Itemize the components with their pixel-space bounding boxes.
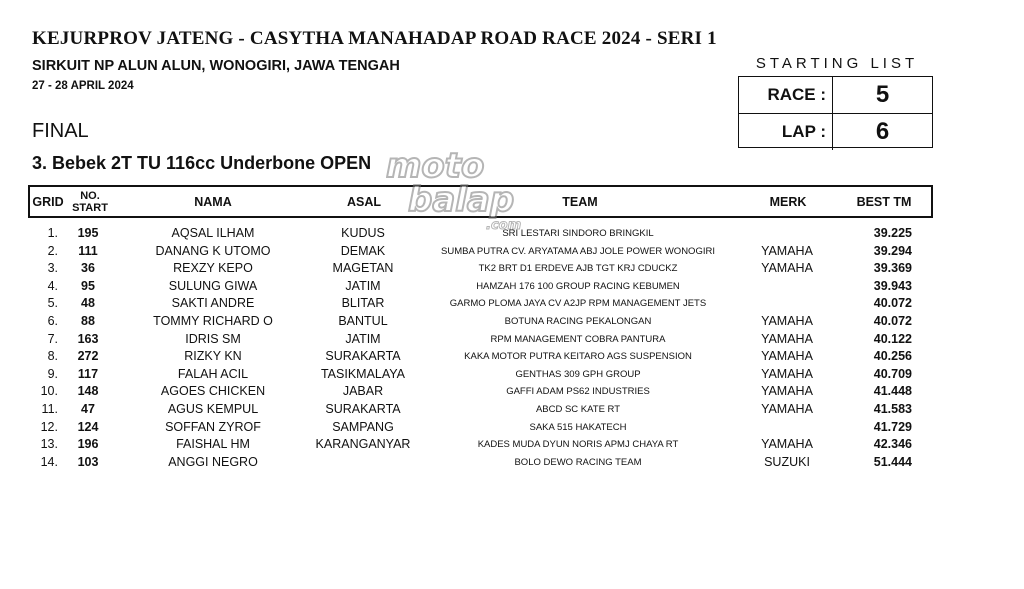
row-origin: MAGETAN xyxy=(332,261,394,276)
row-best-time: 40.709 xyxy=(873,366,912,381)
row-rider-name: RIZKY KN xyxy=(184,349,242,364)
row-grid: 8. xyxy=(47,349,58,364)
row-origin: TASIKMALAYA xyxy=(320,366,406,381)
row-start-number: 111 xyxy=(78,243,98,258)
table-row xyxy=(0,332,1024,350)
race-row xyxy=(739,77,932,113)
table-row xyxy=(0,244,1024,262)
watermark-domain: .com xyxy=(486,218,522,233)
row-origin: JATIM xyxy=(345,278,381,293)
row-grid: 7. xyxy=(47,331,58,346)
row-rider-name: TOMMY RICHARD O xyxy=(153,314,273,328)
row-best-time: 40.072 xyxy=(873,296,912,311)
table-row xyxy=(0,455,1024,473)
row-best-time: 41.448 xyxy=(873,384,912,399)
table-row xyxy=(0,367,1024,385)
table-row xyxy=(0,420,1024,438)
session-label: FINAL xyxy=(32,120,89,142)
row-origin: BLITAR xyxy=(341,296,385,311)
row-rider-name: DANANG K UTOMO xyxy=(155,243,271,258)
row-team: SRI LESTARI SINDORO BRINGKIL xyxy=(502,228,654,239)
row-team: GAFFI ADAM PS62 INDUSTRIES xyxy=(506,386,650,398)
row-best-time: 41.583 xyxy=(873,402,912,416)
row-grid: 4. xyxy=(47,278,58,293)
row-origin: KARANGANYAR xyxy=(315,437,411,452)
row-origin: SURAKARTA xyxy=(325,402,401,416)
row-origin: SURAKARTA xyxy=(325,349,401,364)
row-start-number: 103 xyxy=(77,454,99,469)
header-best-time: BEST TM xyxy=(856,194,912,209)
row-origin: KUDUS xyxy=(341,226,385,240)
event-dates: 27 - 28 APRIL 2024 xyxy=(32,80,134,92)
header-grid: GRID xyxy=(32,194,64,209)
lap-label: LAP : xyxy=(739,114,833,150)
header-team: TEAM xyxy=(562,194,598,209)
row-rider-name: FALAH ACIL xyxy=(177,366,249,381)
row-rider-name: AGUS KEMPUL xyxy=(167,402,259,416)
row-rider-name: ANGGI NEGRO xyxy=(168,454,258,469)
row-brand: YAMAHA xyxy=(761,261,813,276)
row-origin: JABAR xyxy=(342,384,384,399)
row-brand: YAMAHA xyxy=(761,366,813,381)
row-start-number: 124 xyxy=(77,419,99,434)
row-best-time: 40.122 xyxy=(873,331,912,346)
row-brand: YAMAHA xyxy=(761,243,813,258)
row-team: RPM MANAGEMENT COBRA PANTURA xyxy=(490,333,666,345)
header-asal: ASAL xyxy=(346,194,382,209)
row-grid: 2. xyxy=(47,243,58,258)
row-brand: SUZUKI xyxy=(764,454,810,469)
circuit-name: SIRKUIT NP ALUN ALUN, WONOGIRI, JAWA TENGAH xyxy=(32,58,400,74)
row-grid: 10. xyxy=(40,384,58,399)
header-merk: MERK xyxy=(769,194,807,209)
row-best-time: 51.444 xyxy=(873,454,912,469)
row-start-number: 95 xyxy=(81,278,95,293)
watermark-logo xyxy=(382,146,552,236)
table-row xyxy=(0,349,1024,367)
row-rider-name: REXZY KEPO xyxy=(173,261,253,276)
row-start-number: 195 xyxy=(77,226,99,240)
row-origin: DEMAK xyxy=(340,243,386,258)
row-start-number: 163 xyxy=(77,331,99,346)
row-team: SAKA 515 HAKATECH xyxy=(529,421,627,433)
row-start-number: 272 xyxy=(77,349,99,364)
table-row xyxy=(0,296,1024,314)
row-best-time: 42.346 xyxy=(873,437,912,452)
row-brand: YAMAHA xyxy=(761,349,813,364)
row-rider-name: SULUNG GIWA xyxy=(168,278,258,293)
row-team: GARMO PLOMA JAYA CV A2JP RPM MANAGEMENT JETS xyxy=(449,298,707,310)
table-row xyxy=(0,437,1024,455)
lap-row xyxy=(739,113,932,150)
row-team: BOTUNA RACING PEKALONGAN xyxy=(504,316,652,327)
race-value: 5 xyxy=(875,81,890,108)
starting-list-label: STARTING LIST xyxy=(755,55,919,72)
table-row xyxy=(0,261,1024,279)
row-origin: JATIM xyxy=(345,331,381,346)
row-brand: YAMAHA xyxy=(761,437,813,452)
row-origin: SAMPANG xyxy=(332,419,394,434)
row-best-time: 39.225 xyxy=(873,226,912,240)
row-best-time: 39.943 xyxy=(873,278,912,293)
lap-value: 6 xyxy=(875,118,890,145)
table-row xyxy=(0,402,1024,420)
row-team: TK2 BRT D1 ERDEVE AJB TGT KRJ CDUCKZ xyxy=(478,263,678,275)
row-brand: YAMAHA xyxy=(761,384,813,399)
row-brand: YAMAHA xyxy=(761,314,813,328)
row-grid: 3. xyxy=(47,261,58,276)
row-grid: 9. xyxy=(47,366,58,381)
row-rider-name: SAKTI ANDRE xyxy=(171,296,255,311)
row-team: KAKA MOTOR PUTRA KEITARO AGS SUSPENSION xyxy=(464,351,692,363)
table-row xyxy=(0,384,1024,402)
row-grid: 6. xyxy=(47,314,58,328)
header-no-start-line1: NO. xyxy=(80,189,100,202)
row-start-number: 148 xyxy=(77,384,99,399)
row-rider-name: AQSAL ILHAM xyxy=(171,226,255,240)
row-best-time: 40.256 xyxy=(873,349,912,364)
row-team: GENTHAS 309 GPH GROUP xyxy=(515,368,641,380)
row-rider-name: IDRIS SM xyxy=(185,331,241,346)
row-start-number: 88 xyxy=(81,314,95,328)
header-no-start-line2: START xyxy=(72,201,108,214)
row-grid: 14. xyxy=(40,454,58,469)
row-rider-name: FAISHAL HM xyxy=(176,437,250,452)
row-best-time: 39.369 xyxy=(873,261,912,276)
watermark-line1: moto xyxy=(386,146,485,186)
page-title: KEJURPROV JATENG - CASYTHA MANAHADAP ROAD RACE 2024 - SERI 1 xyxy=(32,28,717,49)
table-row xyxy=(0,279,1024,297)
row-team: KADES MUDA DYUN NORIS APMJ CHAYA RT xyxy=(477,439,679,451)
watermark-line2: balap xyxy=(408,180,515,220)
race-label: RACE : xyxy=(739,77,833,113)
row-origin: BANTUL xyxy=(338,314,388,328)
row-team: ABCD SC KATE RT xyxy=(535,404,621,415)
row-best-time: 39.294 xyxy=(873,243,912,258)
row-rider-name: SOFFAN ZYROF xyxy=(165,419,261,434)
row-brand: YAMAHA xyxy=(761,402,813,416)
row-start-number: 196 xyxy=(77,437,99,452)
row-best-time: 41.729 xyxy=(873,419,912,434)
row-team: HAMZAH 176 100 GROUP RACING KEBUMEN xyxy=(476,280,680,292)
table-row xyxy=(0,314,1024,332)
header-nama: NAMA xyxy=(194,194,232,209)
row-grid: 13. xyxy=(40,437,58,452)
class-name: 3. Bebek 2T TU 116cc Underbone OPEN xyxy=(32,153,372,173)
row-start-number: 36 xyxy=(81,261,95,276)
row-grid: 12. xyxy=(40,419,58,434)
row-start-number: 117 xyxy=(77,366,99,381)
row-grid: 11. xyxy=(41,402,58,416)
row-grid: 5. xyxy=(47,296,58,311)
row-best-time: 40.072 xyxy=(873,314,912,328)
race-info-box xyxy=(738,76,933,148)
row-start-number: 47 xyxy=(81,402,95,416)
row-start-number: 48 xyxy=(81,296,95,311)
row-team: BOLO DEWO RACING TEAM xyxy=(514,456,642,468)
header-no-start xyxy=(70,187,110,216)
row-team: SUMBA PUTRA CV. ARYATAMA ABJ JOLE POWER WONOGIRI xyxy=(441,245,715,257)
row-rider-name: AGOES CHICKEN xyxy=(160,384,266,399)
row-brand: YAMAHA xyxy=(761,331,813,346)
row-grid: 1. xyxy=(47,226,58,240)
